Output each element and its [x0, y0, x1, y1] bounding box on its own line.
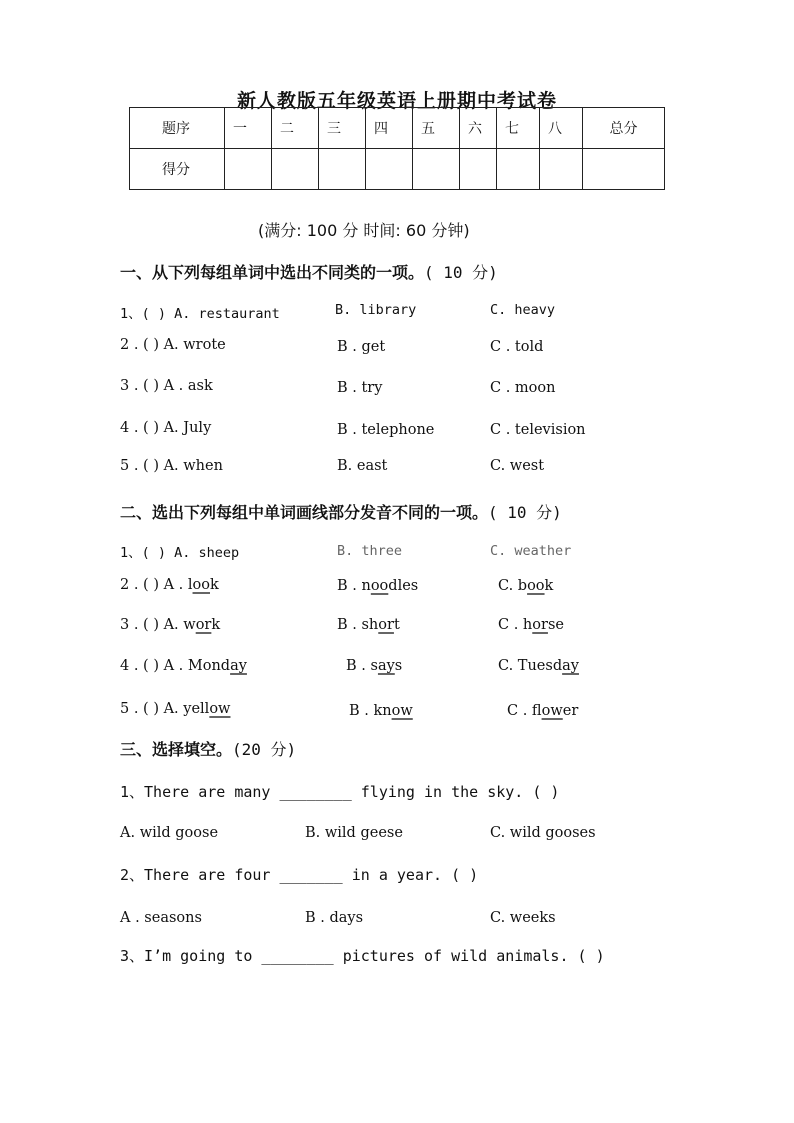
s2-q4-b-pre: B . s	[346, 658, 378, 674]
s1-q1-prefix: 1、( ) A. restaurant	[120, 306, 280, 322]
s2-q5-b-pre: B . kn	[349, 703, 392, 719]
s1-q5-option-b: B. east	[337, 458, 388, 474]
s3-q2-option-b: B . days	[305, 910, 364, 926]
header-cell-4: 四	[366, 108, 413, 149]
s2-q2-option-b	[337, 578, 418, 594]
s1-q4-prefix: 4 . ( ) A. July	[120, 420, 212, 436]
s2-q3-c-underlined: or	[532, 617, 548, 633]
s2-q5-b-underlined: ow	[391, 703, 413, 719]
s2-q2-b-post: dles	[388, 578, 419, 594]
s2-q3-option-a	[120, 617, 220, 633]
s2-q4-option-c	[498, 658, 579, 674]
s2-q4-option-a	[120, 658, 247, 674]
s2-q5-option-c	[507, 703, 578, 719]
header-cell-order: 题序	[130, 108, 225, 149]
section2-heading	[120, 500, 562, 523]
s2-q5-a-underlined: ow	[209, 701, 231, 717]
s1-q1-option-b: B. library	[335, 302, 417, 318]
s2-q3-prefix: 3 . ( ) A. w	[120, 617, 196, 633]
section2-points: ( 10 分)	[488, 503, 562, 522]
s2-q2-option-a	[120, 577, 219, 593]
s3-q2-option-c: C. weeks	[490, 910, 556, 926]
s2-q1-prefix: 1、( ) A. sheep	[120, 545, 240, 561]
s3-q1-option-b: B. wild geese	[305, 825, 403, 841]
s2-q2-a-pre: l	[187, 577, 193, 593]
header-cell-3: 三	[319, 108, 366, 149]
section1-title: 一、从下列每组单词中选出不同类的一项。	[120, 263, 425, 282]
score-table-score-row	[130, 149, 665, 190]
s2-q4-option-b	[346, 658, 402, 674]
s2-q4-c-pre: C. Tuesd	[498, 658, 563, 674]
s1-q4-option-c: C . television	[490, 422, 586, 438]
s2-q5-option-b	[349, 703, 413, 719]
s2-q4-c-underlined: ay	[562, 658, 579, 674]
s3-q3-text: 3、I’m going to ________ pictures of wild animals. ( )	[120, 947, 605, 965]
s1-q2-prefix: 2 . ( ) A. wrote	[120, 337, 226, 353]
section2-title: 二、选出下列每组中单词画线部分发音不同的一项。	[120, 503, 489, 522]
s2-q2-c-post: k	[544, 578, 554, 594]
section1-heading	[120, 260, 498, 283]
score-cell-total[interactable]	[583, 149, 665, 190]
s2-q3-b-post: t	[393, 617, 400, 633]
s1-q5-option-c: C. west	[490, 458, 545, 474]
s1-q4-option-b: B . telephone	[337, 422, 435, 438]
s2-q4-a-underlined: ay	[230, 658, 247, 674]
header-cell-5: 五	[413, 108, 460, 149]
s2-q3-a-underlined: or	[195, 617, 212, 633]
score-cell[interactable]	[413, 149, 460, 190]
s2-q3-b-pre: B . sh	[337, 617, 379, 633]
s2-q5-c-underlined: ow	[541, 703, 563, 719]
s2-q3-a-post: k	[211, 617, 221, 633]
header-cell-total: 总分	[583, 108, 665, 149]
header-cell-1: 一	[225, 108, 272, 149]
s2-q1-option-b: B. three	[337, 543, 403, 559]
s2-q3-option-b	[337, 617, 400, 633]
s2-q5-prefix: 5 . ( ) A. yell	[120, 701, 210, 717]
s1-q3-prefix: 3 . ( ) A . ask	[120, 378, 213, 394]
score-cell[interactable]	[497, 149, 540, 190]
s3-q2-option-a: A . seasons	[120, 910, 202, 926]
header-cell-6: 六	[460, 108, 497, 149]
section1-points: ( 10 分)	[424, 263, 498, 282]
score-table-header-row	[130, 108, 665, 149]
exam-meta: (满分: 100 分 时间: 60 分钟)	[258, 221, 470, 240]
s2-q2-prefix: 2 . ( ) A .	[120, 577, 188, 593]
s3-q1-option-a: A. wild goose	[120, 825, 219, 841]
s2-q3-option-c	[498, 617, 564, 633]
header-cell-8: 八	[540, 108, 583, 149]
s2-q2-b-pre: B . n	[337, 578, 371, 594]
header-cell-2: 二	[272, 108, 319, 149]
score-cell[interactable]	[540, 149, 583, 190]
s2-q2-option-c	[498, 578, 553, 594]
s1-q3-option-b: B . try	[337, 380, 383, 396]
s1-q3-option-c: C . moon	[490, 380, 556, 396]
section3-heading	[120, 737, 296, 760]
section3-points: (20 分)	[232, 740, 297, 759]
s2-q2-a-underlined: oo	[192, 577, 210, 593]
score-cell[interactable]	[272, 149, 319, 190]
page-title: 新人教版五年级英语上册期中考试卷	[236, 90, 557, 112]
s2-q2-b-underlined: oo	[370, 578, 389, 594]
score-cell[interactable]	[225, 149, 272, 190]
s2-q2-a-post: k	[210, 577, 219, 593]
s2-q3-b-underlined: or	[378, 617, 394, 633]
s1-q2-option-c: C . told	[490, 339, 544, 355]
s2-q5-c-pre: C . fl	[507, 703, 542, 719]
s2-q2-c-pre: C. b	[498, 578, 528, 594]
s2-q5-c-post: er	[562, 703, 579, 719]
s1-q1-option-c: C. heavy	[490, 302, 556, 318]
score-table	[129, 107, 665, 190]
score-cell[interactable]	[366, 149, 413, 190]
s2-q4-prefix: 4 . ( ) A . Mond	[120, 658, 231, 674]
s2-q2-c-underlined: oo	[527, 578, 545, 594]
s2-q3-c-pre: C . h	[498, 617, 533, 633]
header-cell-7: 七	[497, 108, 540, 149]
s2-q1-option-c: C. weather	[490, 543, 572, 559]
section3-title: 三、选择填空。	[120, 740, 233, 759]
s1-q5-prefix: 5 . ( ) A. when	[120, 458, 223, 474]
s2-q5-option-a	[120, 701, 230, 717]
s2-q4-b-underlined: ay	[377, 658, 395, 674]
s1-q2-option-b: B . get	[337, 339, 386, 355]
score-cell[interactable]	[460, 149, 497, 190]
s3-q2-text: 2、There are four _______ in a year. ( )	[120, 866, 479, 884]
s3-q1-text: 1、There are many ________ flying in the sky. ( )	[120, 783, 560, 801]
s2-q3-c-post: se	[547, 617, 564, 633]
s3-q1-option-c: C. wild gooses	[490, 825, 596, 841]
s2-q4-b-post: s	[394, 658, 403, 674]
score-cell[interactable]	[319, 149, 366, 190]
score-row-label: 得分	[130, 149, 225, 190]
